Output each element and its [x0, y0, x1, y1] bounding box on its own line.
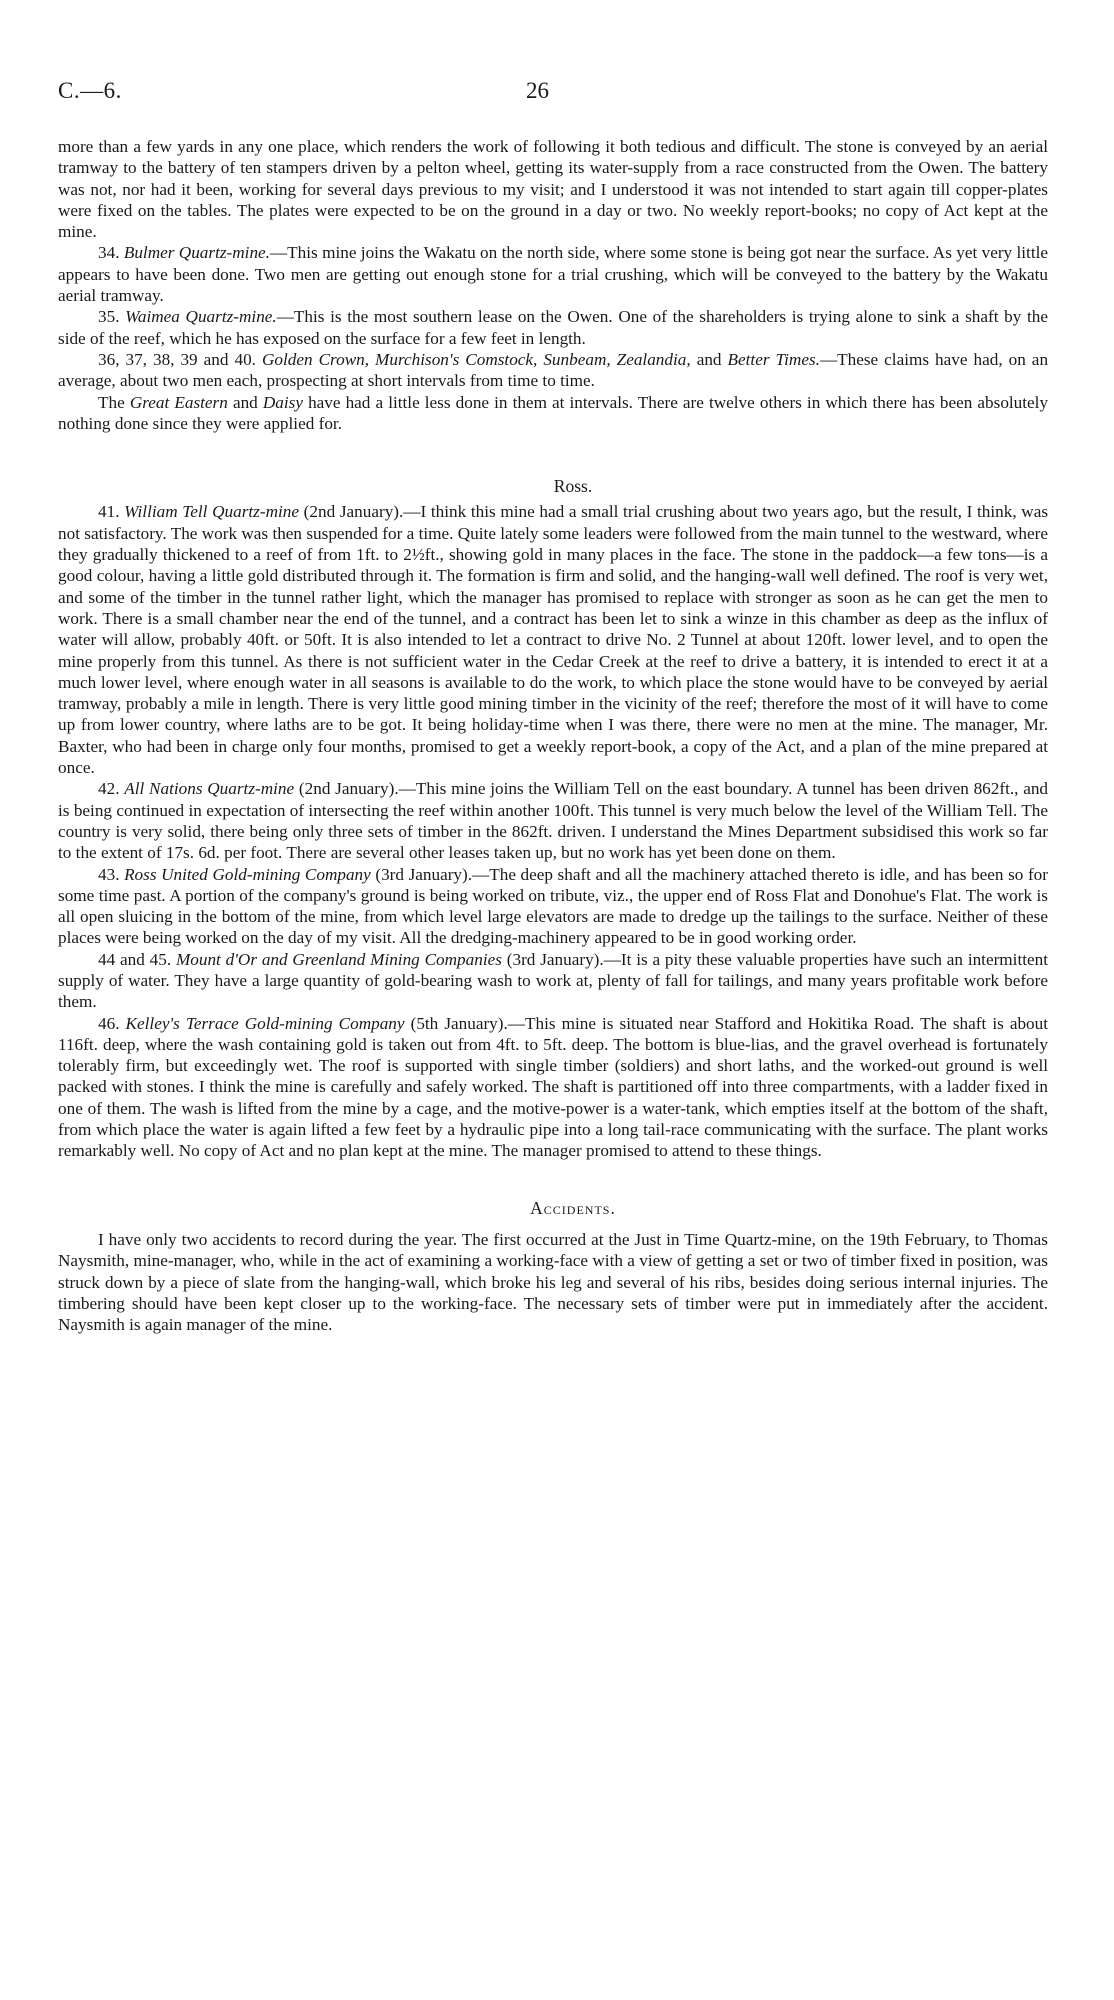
item-number: 35. — [98, 307, 120, 327]
mine-title: Great Eastern — [129, 392, 228, 412]
conjunction: and — [696, 349, 722, 369]
document-page — [58, 78, 1048, 1335]
mine-title: Bulmer Quartz-mine. — [123, 243, 270, 263]
item-number: 34. — [98, 243, 120, 263]
report-body — [58, 136, 1048, 1335]
mine-title: Mount d'Or and Greenland Mining Companies — [175, 949, 502, 969]
paragraph-44-45 — [58, 949, 1048, 1013]
paragraph-35 — [58, 306, 1048, 349]
item-number: 43. — [98, 864, 120, 884]
mine-title: Waimea Quartz-mine. — [125, 307, 277, 327]
mine-title-2: Daisy — [262, 392, 303, 412]
continued-paragraph: more than a few yards in any one place, which renders the work of following it both tedious and difficult. The stone is conveyed by an aerial tramway to the battery of ten stampers driven by a pelton wheel, getting its water-supply from a race constructed from the Owen. The battery was not, nor had it been, working for several days previous to my visit; and I understood it was not intended to start again till copper-plates were fixed on the tables. The plates were expected to be on the ground in a day or two. No weekly report-books; no copy of Act kept at the mine. — [58, 137, 1048, 242]
paragraph-text: —This mine joins the Wakatu on the north side, where some stone is being got near the surface. As yet very little appears to have been done. Two men are getting out enough stone for a trial crushing, which will be conveyed to the battery by the Wakatu aerial tramway. — [58, 243, 1049, 306]
paragraph-text: —This is the most southern lease on the Owen. One of the shareholders is trying alone to sink a shaft by the side of the reef, which he has exposed on the surface for a few feet in length. — [58, 307, 1048, 348]
mine-title: Ross United Gold-mining Company — [124, 864, 371, 884]
section-heading-accidents: Accidents. — [530, 1197, 616, 1218]
paragraph-great-eastern — [58, 392, 1048, 435]
paragraph-accidents: I have only two accidents to record during the year. The first occurred at the Just in Time Quartz-mine, on the 19th February, to Thomas Naysmith, mine-manager, who, while in the act of examining a working-face with a view of getting a set or two of timber fixed in position, was struck down by a piece of slate from the hanging-wall, which broke his leg and several of his ribs, besides doing serious internal injuries. The timbering should have been kept closer up to the working-face. The necessary sets of timber were put in immediately after the accident. Naysmith is again manager of the mine. — [58, 1229, 1048, 1335]
mine-title-2: Better Times. — [727, 349, 820, 369]
conjunction: and — [232, 392, 258, 412]
section-heading-ross: Ross. — [553, 476, 593, 497]
paragraph-text: (3rd January).—The deep shaft and all the machinery attached thereto is idle, and has been so for some time past. A portion of the company's ground is being worked on tribute, viz., the upper end of Ross Flat and Donohue's Flat. The work is all open sluicing in the bottom of the mine, from which level large elevators are made to dredge up the tailings to the surface. Neither of these places were being worked on the day of my visit. All the dredging-machinery appeared to be in good working order. — [58, 864, 1048, 948]
page-number: 26 — [526, 78, 549, 103]
document-reference: C.—6. — [58, 78, 122, 103]
paragraph-text: —These claims have had, on an average, about two men each, prospecting at short intervals from time to time. — [58, 349, 1049, 391]
paragraph-46 — [58, 1013, 1048, 1162]
paragraph-text: (5th January).—This mine is situated near Stafford and Hokitika Road. The shaft is about 116ft. deep, where the wash containing gold is taken out from 4ft. to 5ft. deep. The bottom is blue-lias, and the gravel overhead is fortunately tolerably firm, but exceedingly wet. The roof is supported with single timber (soldiers) and short laths, and the worked-out ground is well packed with stones. I think the mine is carefully and safely worked. The shaft is partitioned off into three compartments, with a ladder fixed in one of them. The wash is lifted from the mine by a cage, and the motive-power is a water-tank, which empties itself at the bottom of the shaft, from which place the water is again lifted a few feet by a hydraulic pipe into a long tail-race communicating with the surface. The plant works remarkably well. No copy of Act and no plan kept at the mine. The manager promised to attend to these things. — [58, 1013, 1049, 1161]
paragraph-text: (3rd January).—It is a pity these valuable properties have such an intermittent supply of water. They have a large quantity of gold-bearing wash to work at, plenty of fall for tailings, and many years profitable work before them. — [58, 949, 1049, 1012]
paragraph-42 — [58, 778, 1048, 863]
paragraph-text: (2nd January).—I think this mine had a small trial crushing about two years ago, but the result, I think, was not satisfactory. The work was then suspended for a time. Quite lately some leaders were followed from the main tunnel to the westward, where they gradually thickened to a reef of from 1ft. to 2½ft., showing gold in many places in the face. The stone in the paddock—a few tons—is a good colour, having a little gold distributed through it. The formation is firm and solid, and the hanging-wall well defined. The roof is very wet, and some of the timber in the tunnel rather light, which the manager has promised to replace with stronger as soon as he can get the men to work. There is a small chamber near the end of the tunnel, and a contract has been let to sink a winze in this chamber as deep as the influx of water will allow, probably 40ft. or 50ft. It is also intended to let a contract to drive No. 2 Tunnel at about 120ft. lower level, and to open the mine properly from this tunnel. As there is not sufficient water in the Cedar Creek at the reef to drive a battery, it is intended to erect it at a much lower level, where enough water in all seasons is available to do the work, to which place the stone would have to be conveyed by aerial tramway, probably a mile in length. There is very little good mining timber in the vicinity of the reef; therefore the most of it will have to come up from lower country, where laths are to be got. It being holiday-time when I was there, there were no men at the mine. The manager, Mr. Baxter, who had been in charge only four months, promised to get a weekly report-book, a copy of the Act, and a plan of the mine prepared at once. — [58, 502, 1049, 778]
page-header — [58, 78, 1048, 118]
mine-title: William Tell Quartz-mine — [124, 502, 299, 522]
item-number: 44 and 45. — [98, 949, 172, 969]
paragraph-41 — [58, 501, 1048, 778]
paragraph-43 — [58, 864, 1048, 949]
item-number: 36, 37, 38, 39 and 40. — [98, 349, 256, 369]
paragraph-text: (2nd January).—This mine joins the William Tell on the east boundary. A tunnel has been driven 862ft., and is being continued in expectation of intersecting the reef within another 100ft. This tunnel is very much below the level of the William Tell. The country is very solid, there being only three sets of timber in the 862ft. driven. I understand the Mines Department subsidised this work so far to the extent of 17s. 6d. per foot. There are several other leases taken up, but no work has yet been done on them. — [58, 779, 1049, 863]
item-number: 42. — [98, 779, 120, 799]
lead-word: The — [98, 392, 125, 412]
paragraph-34 — [58, 242, 1048, 306]
mine-title: Golden Crown, Murchison's Comstock, Sunbeam, Zealandia, — [261, 349, 691, 369]
paragraph-36-40 — [58, 349, 1048, 392]
item-number: 41. — [98, 502, 120, 522]
mine-title: All Nations Quartz-mine — [124, 779, 295, 799]
item-number: 46. — [98, 1013, 120, 1033]
mine-title: Kelley's Terrace Gold-mining Company — [125, 1013, 405, 1033]
paragraph-text: have had a little less done in them at intervals. There are twelve others in which there has been absolutely nothing done since they were applied for. — [58, 392, 1049, 433]
